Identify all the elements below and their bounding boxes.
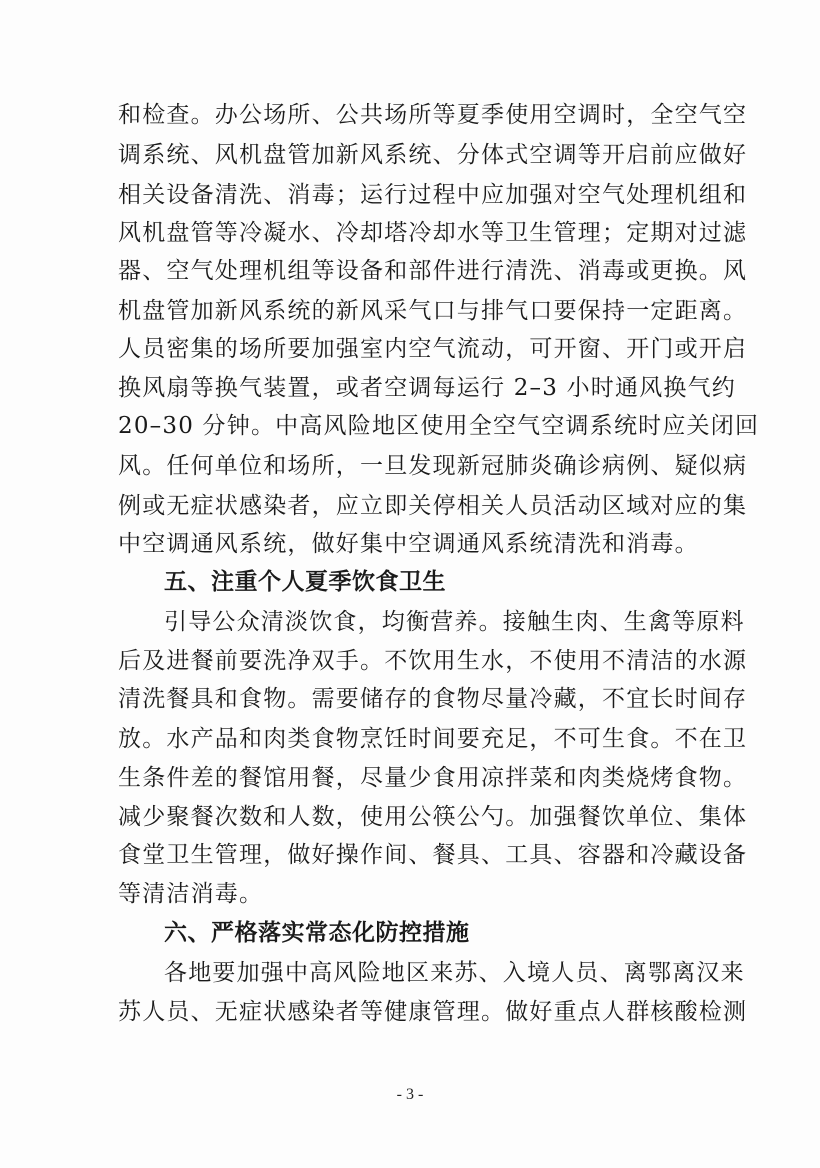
paragraph-line: 等清洁消毒。 bbox=[118, 881, 264, 907]
paragraph-line: 苏人员、无症状感染者等健康管理。做好重点人群核酸检测 bbox=[118, 999, 748, 1025]
paragraph-line: 中空调通风系统，做好集中空调通风系统清洗和消毒。 bbox=[118, 531, 699, 557]
paragraph-line: 和检查。办公场所、公共场所等夏季使用空调时，全空气空 bbox=[118, 102, 748, 128]
paragraph-line: 放。水产品和肉类食物烹饪时间要充足，不可生食。不在卫 bbox=[118, 726, 748, 752]
page-number: - 3 - bbox=[396, 1086, 424, 1103]
paragraph-line: 例或无症状感染者，应立即关停相关人员活动区域对应的集 bbox=[118, 493, 748, 519]
paragraph-line: 换风扇等换气装置，或者空调每运行 2–3 小时通风换气约 bbox=[118, 375, 736, 401]
paragraph-line: 器、空气处理机组等设备和部件进行清洗、消毒或更换。风 bbox=[118, 258, 748, 284]
paragraph-line: 人员密集的场所要加强室内空气流动，可开窗、开门或开启 bbox=[118, 336, 748, 362]
paragraph-line: 机盘管加新风系统的新风采气口与排气口要保持一定距离。 bbox=[118, 298, 748, 324]
paragraph-line: 相关设备清洗、消毒；运行过程中应加强对空气处理机组和 bbox=[118, 182, 748, 208]
paragraph-line: 清洗餐具和食物。需要储存的食物尽量冷藏，不宜长时间存 bbox=[118, 686, 748, 712]
section-heading-6: 六、严格落实常态化防控措施 bbox=[164, 920, 470, 946]
paragraph-line: 生条件差的餐馆用餐，尽量少食用凉拌菜和肉类烧烤食物。 bbox=[118, 765, 748, 791]
paragraph-line: 引导公众清淡饮食，均衡营养。接触生肉、生禽等原料 bbox=[164, 609, 745, 635]
paragraph-line: 调系统、风机盘管加新风系统、分体式空调等开启前应做好 bbox=[118, 142, 748, 168]
paragraph-line: 各地要加强中高风险地区来苏、入境人员、离鄂离汉来 bbox=[164, 960, 745, 986]
paragraph-line: 食堂卫生管理，做好操作间、餐具、工具、容器和冷藏设备 bbox=[118, 842, 748, 868]
paragraph-line: 风。任何单位和场所，一旦发现新冠肺炎确诊病例、疑似病 bbox=[118, 453, 748, 479]
paragraph-line: 后及进餐前要洗净双手。不饮用生水，不使用不清洁的水源 bbox=[118, 648, 748, 674]
paragraph-line: 风机盘管等冷凝水、冷却塔冷却水等卫生管理；定期对过滤 bbox=[118, 220, 748, 246]
paragraph-line: 减少聚餐次数和人数，使用公筷公勺。加强餐饮单位、集体 bbox=[118, 804, 748, 830]
paragraph-line: 20–30 分钟。中高风险地区使用全空气空调系统时应关闭回 bbox=[118, 413, 760, 439]
section-heading-5: 五、注重个人夏季饮食卫生 bbox=[164, 569, 446, 595]
